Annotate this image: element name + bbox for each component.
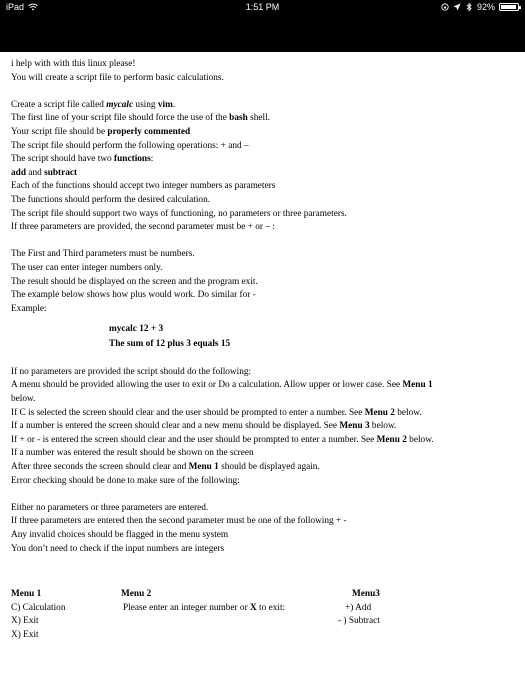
menu1-block — [11, 588, 65, 642]
menu1-item: C) Calculation — [11, 602, 66, 613]
menu2-block — [121, 588, 285, 615]
menu3-title: Menu3 — [352, 589, 380, 599]
instruction-example-intro: The example below shows how plus would work. Do similar for - — [11, 290, 256, 301]
example-label: Example: — [11, 303, 47, 314]
instruction-no-params: If no parameters are provided the script should do the following: — [11, 366, 252, 377]
example-block — [109, 322, 516, 352]
instruction-numbers: The First and Third parameters must be numbers. — [11, 249, 195, 260]
error-param-count: Either no parameters or three parameters are entered. — [11, 502, 209, 513]
menu1-item: X) Exit — [11, 616, 39, 627]
instruction-operations: The script file should perform the following operations: + and – — [11, 140, 249, 151]
instruction-operator: If + or - is entered the screen should clear and the user should be prompted to enter a number. See Menu 2 below. — [11, 434, 434, 445]
menu1-item: X) Exit — [11, 629, 39, 640]
function-names: add and subtract — [11, 167, 78, 178]
instruction-menu2: If C is selected the screen should clear and the user should be prompted to enter a number. See Menu 2 below. — [11, 407, 422, 418]
instruction-integers: The user can enter integer numbers only. — [11, 262, 163, 273]
rotation-lock-icon — [441, 3, 449, 11]
instruction-error-check: Error checking should be done to make sure of the following: — [11, 475, 240, 486]
menu3-item: +) Add — [345, 602, 372, 613]
menus-section — [11, 588, 516, 648]
instruction-after-delay: After three seconds the screen should clear and Menu 1 should be displayed again. — [11, 462, 320, 473]
error-second-param: If three parameters are entered then the second parameter must be one of the following + - — [11, 516, 347, 527]
document-body — [11, 58, 516, 556]
instruction-show-result: If a number was entered the result should be shown on the screen — [11, 448, 254, 459]
status-right — [441, 2, 519, 12]
intro-line-2: You will create a script file to perform basic calculations. — [11, 72, 224, 83]
menu3-block — [338, 588, 380, 629]
battery-percent: 92% — [476, 2, 495, 12]
menu2-title: Menu 2 — [121, 589, 152, 599]
instruction-create: Create a script file called mycalc using vim. — [11, 99, 176, 110]
example-output: The sum of 12 plus 3 equals 15 — [109, 339, 231, 350]
error-integers-note: You don’t need to check if the input numbers are integers — [11, 543, 225, 554]
instruction-three-params: If three parameters are provided, the second parameter must be + or – : — [11, 222, 275, 233]
instruction-menu1-cont: below. — [11, 394, 36, 405]
status-bar — [0, 0, 525, 16]
menu2-prompt: Please enter an integer number or X to exit: — [123, 602, 286, 613]
instruction-comment: Your script file should be properly commented — [11, 126, 191, 137]
instruction-result: The result should be displayed on the screen and the program exit. — [11, 276, 258, 287]
status-time: 1:51 PM — [245, 2, 280, 12]
instruction-menu1: A menu should be provided allowing the user to exit or Do a calculation. Allow upper or lower case. See Menu 1 — [11, 380, 433, 391]
instruction-shell: The first line of your script file should force the use of the bash shell. — [11, 113, 270, 124]
location-icon — [453, 3, 461, 11]
example-command: mycalc 12 + 3 — [109, 324, 164, 335]
instruction-menu3: If a number is entered the screen should clear and a new menu should be displayed. See Menu 3 below. — [11, 421, 397, 432]
instruction-calc: The functions should perform the desired calculation. — [11, 194, 211, 205]
error-invalid-choices: Any invalid choices should be flagged in the menu system — [11, 530, 229, 540]
device-label: iPad — [6, 2, 25, 12]
battery-icon — [499, 3, 519, 11]
instruction-functions: The script should have two functions: — [11, 154, 154, 165]
menu1-title: Menu 1 — [11, 589, 42, 599]
instruction-params: Each of the functions should accept two integer numbers as parameters — [11, 181, 276, 192]
document-page — [0, 52, 525, 700]
bluetooth-icon — [465, 3, 473, 11]
menu3-item: - ) Subtract — [338, 616, 380, 627]
instruction-modes: The script file should support two ways of functioning, no parameters or three parameters. — [11, 208, 347, 219]
intro-line: i help with with this linux please! — [11, 59, 136, 69]
